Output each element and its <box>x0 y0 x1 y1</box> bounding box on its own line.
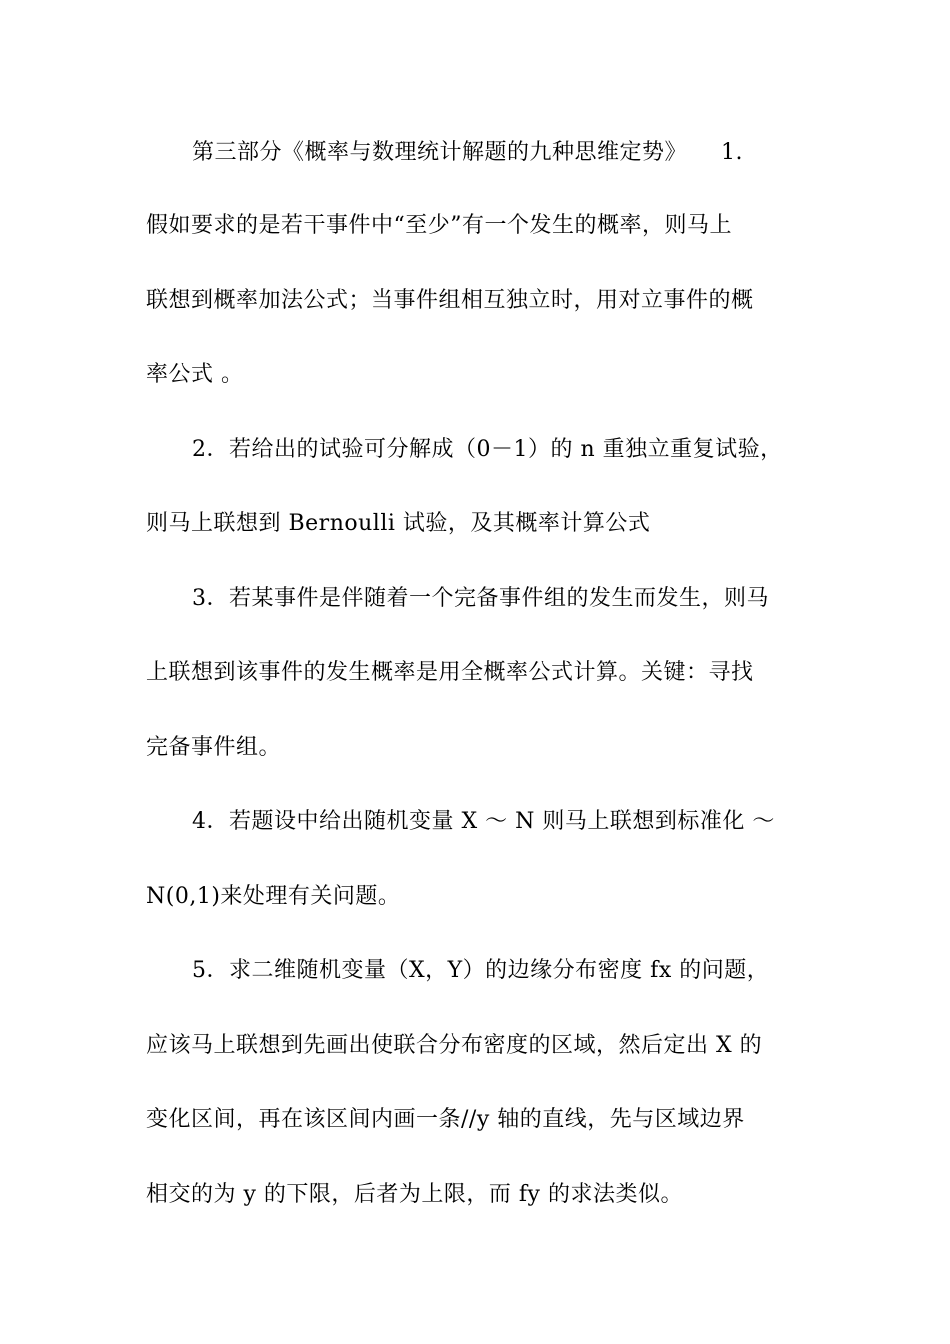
paragraph-1-line-1: 第三部分《概率与数理统计解题的九种思维定势》 1. <box>192 140 743 165</box>
paragraph-5-line-3: 变化区间，再在该区间内画一条//y 轴的直线，先与区域边界 <box>146 1107 745 1132</box>
paragraph-3-line-2: 上联想到该事件的发生概率是用全概率公式计算。关键：寻找 <box>146 660 754 685</box>
paragraph-5-line-4: 相交的为 y 的下限，后者为上限，而 fy 的求法类似。 <box>146 1182 683 1207</box>
paragraph-5-line-1: 5．求二维随机变量（X，Y）的边缘分布密度 fx 的问题， <box>192 958 770 983</box>
paragraph-2-line-1: 2．若给出的试验可分解成（0－1）的 n 重独立重复试验， <box>192 437 783 462</box>
paragraph-1-line-3: 联想到概率加法公式；当事件组相互独立时，用对立事件的概 <box>146 288 754 313</box>
paragraph-3-line-1: 3．若某事件是伴随着一个完备事件组的发生而发生，则马 <box>192 586 769 611</box>
paragraph-5-line-2: 应该马上联想到先画出使联合分布密度的区域，然后定出 X 的 <box>146 1033 763 1058</box>
paragraph-1-line-4: 率公式 。 <box>146 362 244 387</box>
paragraph-2-line-2: 则马上联想到 Bernoulli 试验，及其概率计算公式 <box>146 511 651 536</box>
paragraph-4-line-2: N(0,1)来处理有关问题。 <box>146 884 401 909</box>
paragraph-1-line-2: 假如要求的是若干事件中“至少”有一个发生的概率，则马上 <box>146 213 732 238</box>
paragraph-3-line-3: 完备事件组。 <box>146 735 282 760</box>
paragraph-4-line-1: 4．若题设中给出随机变量 X ～ N 则马上联想到标准化 ～ <box>192 809 775 834</box>
